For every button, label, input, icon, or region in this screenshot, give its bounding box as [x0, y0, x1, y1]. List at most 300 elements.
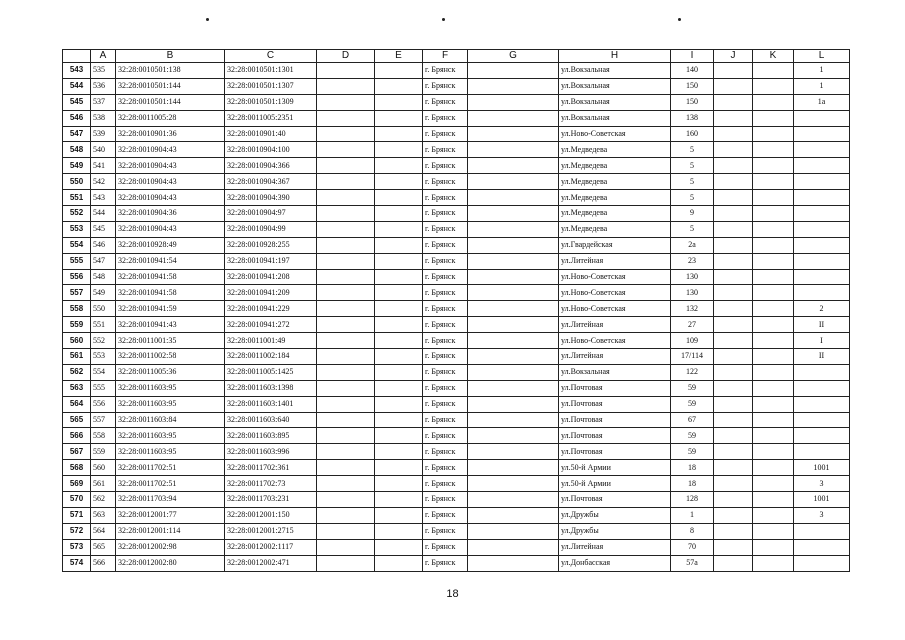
cell-e: [375, 94, 423, 110]
cell-e: [375, 253, 423, 269]
cell-a: 537: [91, 94, 116, 110]
cell-i: 109: [671, 333, 714, 349]
cell-b: 32:28:0012001:77: [116, 507, 225, 523]
spreadsheet-table: [62, 49, 850, 572]
cell-e: [375, 476, 423, 492]
row-number: 548: [63, 142, 91, 158]
cell-e: [375, 174, 423, 190]
cell-f: г. Брянск: [423, 396, 468, 412]
cell-e: [375, 237, 423, 253]
cell-i: 128: [671, 492, 714, 508]
cell-d: [317, 253, 375, 269]
cell-i: 70: [671, 539, 714, 555]
cell-g: [468, 492, 559, 508]
cell-d: [317, 158, 375, 174]
cell-j: [714, 349, 753, 365]
cell-l: [794, 444, 850, 460]
cell-k: [753, 158, 794, 174]
cell-f: г. Брянск: [423, 110, 468, 126]
cell-f: г. Брянск: [423, 285, 468, 301]
cell-d: [317, 476, 375, 492]
cell-j: [714, 428, 753, 444]
cell-b: 32:28:0011603:95: [116, 444, 225, 460]
row-number: 568: [63, 460, 91, 476]
cell-b: 32:28:0010501:144: [116, 94, 225, 110]
cell-g: [468, 142, 559, 158]
cell-k: [753, 317, 794, 333]
cell-i: 59: [671, 380, 714, 396]
cell-k: [753, 174, 794, 190]
cell-e: [375, 126, 423, 142]
column-header-h: H: [559, 50, 671, 63]
row-number: 550: [63, 174, 91, 190]
cell-f: г. Брянск: [423, 476, 468, 492]
cell-e: [375, 221, 423, 237]
cell-c: 32:28:0010904:99: [225, 221, 317, 237]
cell-l: [794, 126, 850, 142]
cell-a: 566: [91, 555, 116, 571]
cell-g: [468, 206, 559, 222]
row-number: 565: [63, 412, 91, 428]
cell-h: ул.Литейная: [559, 539, 671, 555]
scan-mark-right: [678, 18, 681, 21]
cell-l: [794, 110, 850, 126]
cell-j: [714, 412, 753, 428]
cell-e: [375, 444, 423, 460]
cell-j: [714, 364, 753, 380]
cell-f: г. Брянск: [423, 539, 468, 555]
cell-h: ул.Литейная: [559, 253, 671, 269]
cell-f: г. Брянск: [423, 78, 468, 94]
cell-l: [794, 428, 850, 444]
cell-g: [468, 317, 559, 333]
cell-g: [468, 174, 559, 190]
cell-b: 32:28:0011005:36: [116, 364, 225, 380]
cell-i: 130: [671, 285, 714, 301]
cell-e: [375, 349, 423, 365]
cell-l: [794, 190, 850, 206]
table-row: [63, 126, 850, 142]
cell-c: 32:28:0010941:197: [225, 253, 317, 269]
cell-i: 17/114: [671, 349, 714, 365]
row-number: 566: [63, 428, 91, 444]
cell-j: [714, 460, 753, 476]
row-number: 564: [63, 396, 91, 412]
cell-b: 32:28:0011702:51: [116, 460, 225, 476]
cell-b: 32:28:0010904:43: [116, 190, 225, 206]
cell-h: ул.Литейная: [559, 317, 671, 333]
cell-g: [468, 221, 559, 237]
cell-c: 32:28:0010904:366: [225, 158, 317, 174]
row-number: 571: [63, 507, 91, 523]
cell-h: ул.Медведева: [559, 174, 671, 190]
cell-g: [468, 301, 559, 317]
cell-f: г. Брянск: [423, 253, 468, 269]
cell-c: 32:28:0012001:2715: [225, 523, 317, 539]
cell-h: ул.Ново-Советская: [559, 285, 671, 301]
cell-a: 553: [91, 349, 116, 365]
cell-f: г. Брянск: [423, 380, 468, 396]
cell-k: [753, 444, 794, 460]
cell-b: 32:28:0011703:94: [116, 492, 225, 508]
cell-g: [468, 364, 559, 380]
row-number: 561: [63, 349, 91, 365]
cell-j: [714, 94, 753, 110]
cell-f: г. Брянск: [423, 190, 468, 206]
cell-g: [468, 396, 559, 412]
cell-c: 32:28:0010928:255: [225, 237, 317, 253]
cell-e: [375, 492, 423, 508]
cell-c: 32:28:0011702:361: [225, 460, 317, 476]
cell-d: [317, 174, 375, 190]
cell-j: [714, 539, 753, 555]
table-row: [63, 78, 850, 94]
cell-i: 18: [671, 476, 714, 492]
cell-b: 32:28:0010941:54: [116, 253, 225, 269]
cell-c: 32:28:0011702:73: [225, 476, 317, 492]
cell-k: [753, 221, 794, 237]
cell-j: [714, 158, 753, 174]
cell-l: [794, 221, 850, 237]
cell-f: г. Брянск: [423, 237, 468, 253]
cell-c: 32:28:0010901:40: [225, 126, 317, 142]
cell-l: [794, 539, 850, 555]
cell-d: [317, 63, 375, 79]
cell-c: 32:28:0011005:2351: [225, 110, 317, 126]
table-row: [63, 507, 850, 523]
cell-e: [375, 301, 423, 317]
cell-c: 32:28:0010501:1309: [225, 94, 317, 110]
cell-a: 541: [91, 158, 116, 174]
row-number: 558: [63, 301, 91, 317]
row-number: 545: [63, 94, 91, 110]
cell-l: [794, 555, 850, 571]
cell-b: 32:28:0011603:95: [116, 428, 225, 444]
table-row: [63, 190, 850, 206]
cell-j: [714, 476, 753, 492]
cell-f: г. Брянск: [423, 269, 468, 285]
cell-g: [468, 253, 559, 269]
cell-d: [317, 492, 375, 508]
cell-k: [753, 380, 794, 396]
cell-c: 32:28:0012002:1117: [225, 539, 317, 555]
cell-b: 32:28:0012002:98: [116, 539, 225, 555]
cell-i: 59: [671, 428, 714, 444]
table-body: [63, 63, 850, 572]
cell-a: 559: [91, 444, 116, 460]
cell-f: г. Брянск: [423, 364, 468, 380]
cell-d: [317, 380, 375, 396]
cell-l: [794, 380, 850, 396]
row-number: 553: [63, 221, 91, 237]
cell-j: [714, 142, 753, 158]
table-row: [63, 94, 850, 110]
cell-f: г. Брянск: [423, 142, 468, 158]
cell-j: [714, 285, 753, 301]
cell-f: г. Брянск: [423, 444, 468, 460]
cell-h: ул.Почтовая: [559, 380, 671, 396]
table-row: [63, 412, 850, 428]
cell-c: 32:28:0011603:895: [225, 428, 317, 444]
cell-k: [753, 428, 794, 444]
cell-c: 32:28:0010904:390: [225, 190, 317, 206]
cell-k: [753, 364, 794, 380]
row-number: 543: [63, 63, 91, 79]
cell-a: 546: [91, 237, 116, 253]
table-row: [63, 555, 850, 571]
cell-k: [753, 253, 794, 269]
cell-c: 32:28:0010941:272: [225, 317, 317, 333]
cell-e: [375, 555, 423, 571]
cell-h: ул.Медведева: [559, 142, 671, 158]
cell-g: [468, 78, 559, 94]
cell-l: [794, 237, 850, 253]
row-number: 547: [63, 126, 91, 142]
cell-f: г. Брянск: [423, 221, 468, 237]
cell-c: 32:28:0011603:996: [225, 444, 317, 460]
cell-j: [714, 269, 753, 285]
cell-l: [794, 285, 850, 301]
cell-h: ул.Литейная: [559, 349, 671, 365]
row-number: 574: [63, 555, 91, 571]
row-number: 546: [63, 110, 91, 126]
table-row: [63, 285, 850, 301]
row-number: 556: [63, 269, 91, 285]
cell-k: [753, 492, 794, 508]
cell-k: [753, 269, 794, 285]
cell-i: 130: [671, 269, 714, 285]
column-header-a: A: [91, 50, 116, 63]
table-row: [63, 253, 850, 269]
cell-j: [714, 206, 753, 222]
cell-i: 150: [671, 78, 714, 94]
cell-e: [375, 317, 423, 333]
cell-b: 32:28:0011702:51: [116, 476, 225, 492]
cell-h: ул.Ново-Советская: [559, 269, 671, 285]
cell-i: 160: [671, 126, 714, 142]
cell-h: ул.Вокзальная: [559, 78, 671, 94]
cell-h: ул.Почтовая: [559, 412, 671, 428]
table-row: [63, 396, 850, 412]
cell-a: 545: [91, 221, 116, 237]
cell-h: ул.Гвардейская: [559, 237, 671, 253]
cell-k: [753, 539, 794, 555]
table-row: [63, 428, 850, 444]
cell-f: г. Брянск: [423, 317, 468, 333]
cell-f: г. Брянск: [423, 412, 468, 428]
cell-b: 32:28:0010901:36: [116, 126, 225, 142]
table-row: [63, 349, 850, 365]
cell-d: [317, 444, 375, 460]
cell-k: [753, 126, 794, 142]
cell-e: [375, 110, 423, 126]
cell-l: 1001: [794, 460, 850, 476]
scan-mark-left: [206, 18, 209, 21]
table-row: [63, 380, 850, 396]
cell-d: [317, 221, 375, 237]
cell-f: г. Брянск: [423, 523, 468, 539]
cell-j: [714, 174, 753, 190]
cell-d: [317, 190, 375, 206]
cell-h: ул.Ново-Советская: [559, 333, 671, 349]
row-number: 544: [63, 78, 91, 94]
cell-c: 32:28:0010904:97: [225, 206, 317, 222]
cell-d: [317, 142, 375, 158]
cell-a: 539: [91, 126, 116, 142]
cell-d: [317, 126, 375, 142]
cell-a: 550: [91, 301, 116, 317]
cell-d: [317, 412, 375, 428]
cell-j: [714, 126, 753, 142]
cell-b: 32:28:0010941:59: [116, 301, 225, 317]
cell-i: 67: [671, 412, 714, 428]
cell-a: 549: [91, 285, 116, 301]
cell-b: 32:28:0011001:35: [116, 333, 225, 349]
cell-g: [468, 523, 559, 539]
cell-d: [317, 110, 375, 126]
cell-e: [375, 142, 423, 158]
cell-j: [714, 190, 753, 206]
column-header-e: E: [375, 50, 423, 63]
cell-h: ул.Дружбы: [559, 523, 671, 539]
cell-g: [468, 333, 559, 349]
cell-d: [317, 364, 375, 380]
cell-j: [714, 523, 753, 539]
cell-d: [317, 539, 375, 555]
cell-j: [714, 301, 753, 317]
table-row: [63, 142, 850, 158]
cell-f: г. Брянск: [423, 555, 468, 571]
cell-b: 32:28:0010904:43: [116, 142, 225, 158]
cell-k: [753, 396, 794, 412]
cell-c: 32:28:0010941:229: [225, 301, 317, 317]
cell-i: 5: [671, 221, 714, 237]
cell-d: [317, 301, 375, 317]
cell-h: ул.Дружбы: [559, 507, 671, 523]
cell-b: 32:28:0010928:49: [116, 237, 225, 253]
cell-h: ул.Донбасская: [559, 555, 671, 571]
cell-l: [794, 158, 850, 174]
column-header-k: K: [753, 50, 794, 63]
cell-a: 555: [91, 380, 116, 396]
cell-i: 23: [671, 253, 714, 269]
cell-i: 2а: [671, 237, 714, 253]
cell-j: [714, 333, 753, 349]
cell-i: 18: [671, 460, 714, 476]
table-row: [63, 444, 850, 460]
cell-l: II: [794, 317, 850, 333]
cell-l: 1001: [794, 492, 850, 508]
cell-l: 3: [794, 507, 850, 523]
row-number: 562: [63, 364, 91, 380]
cell-c: 32:28:0010941:209: [225, 285, 317, 301]
cell-g: [468, 444, 559, 460]
cell-f: г. Брянск: [423, 158, 468, 174]
cell-j: [714, 396, 753, 412]
cell-b: 32:28:0011603:95: [116, 396, 225, 412]
cell-e: [375, 78, 423, 94]
row-number: 555: [63, 253, 91, 269]
cell-b: 32:28:0010501:138: [116, 63, 225, 79]
cell-f: г. Брянск: [423, 460, 468, 476]
cell-a: 547: [91, 253, 116, 269]
cell-h: ул.Почтовая: [559, 492, 671, 508]
table-row: [63, 269, 850, 285]
cell-i: 132: [671, 301, 714, 317]
cell-e: [375, 539, 423, 555]
cell-i: 1: [671, 507, 714, 523]
cell-a: 542: [91, 174, 116, 190]
cell-l: 1: [794, 78, 850, 94]
table-row: [63, 333, 850, 349]
cell-j: [714, 555, 753, 571]
cell-a: 563: [91, 507, 116, 523]
cell-j: [714, 317, 753, 333]
cell-h: ул.Ново-Советская: [559, 126, 671, 142]
cell-g: [468, 539, 559, 555]
cell-i: 122: [671, 364, 714, 380]
cell-j: [714, 110, 753, 126]
cell-l: [794, 523, 850, 539]
cell-d: [317, 396, 375, 412]
cell-f: г. Брянск: [423, 174, 468, 190]
cell-k: [753, 190, 794, 206]
cell-j: [714, 253, 753, 269]
cell-k: [753, 412, 794, 428]
cell-a: 540: [91, 142, 116, 158]
cell-i: 150: [671, 94, 714, 110]
cell-k: [753, 206, 794, 222]
table-row: [63, 539, 850, 555]
cell-b: 32:28:0010501:144: [116, 78, 225, 94]
cell-l: [794, 269, 850, 285]
cell-g: [468, 126, 559, 142]
column-header-c: C: [225, 50, 317, 63]
cell-e: [375, 158, 423, 174]
cell-l: [794, 364, 850, 380]
cell-i: 8: [671, 523, 714, 539]
cell-d: [317, 206, 375, 222]
cell-a: 538: [91, 110, 116, 126]
cell-f: г. Брянск: [423, 94, 468, 110]
cell-g: [468, 237, 559, 253]
cell-a: 557: [91, 412, 116, 428]
cell-b: 32:28:0010941:58: [116, 269, 225, 285]
table-row: [63, 206, 850, 222]
scan-mark-center: [442, 18, 445, 21]
cell-i: 5: [671, 142, 714, 158]
row-number: 570: [63, 492, 91, 508]
row-number: 572: [63, 523, 91, 539]
cell-h: ул.Вокзальная: [559, 364, 671, 380]
cell-l: II: [794, 349, 850, 365]
cell-j: [714, 380, 753, 396]
cell-h: ул.Медведева: [559, 221, 671, 237]
cell-c: 32:28:0011703:231: [225, 492, 317, 508]
cell-b: 32:28:0012001:114: [116, 523, 225, 539]
cell-g: [468, 94, 559, 110]
cell-g: [468, 507, 559, 523]
cell-a: 561: [91, 476, 116, 492]
cell-g: [468, 476, 559, 492]
cell-l: [794, 142, 850, 158]
row-number: 569: [63, 476, 91, 492]
cell-l: [794, 206, 850, 222]
cell-g: [468, 158, 559, 174]
cell-f: г. Брянск: [423, 126, 468, 142]
cell-b: 32:28:0010904:43: [116, 221, 225, 237]
cell-j: [714, 63, 753, 79]
